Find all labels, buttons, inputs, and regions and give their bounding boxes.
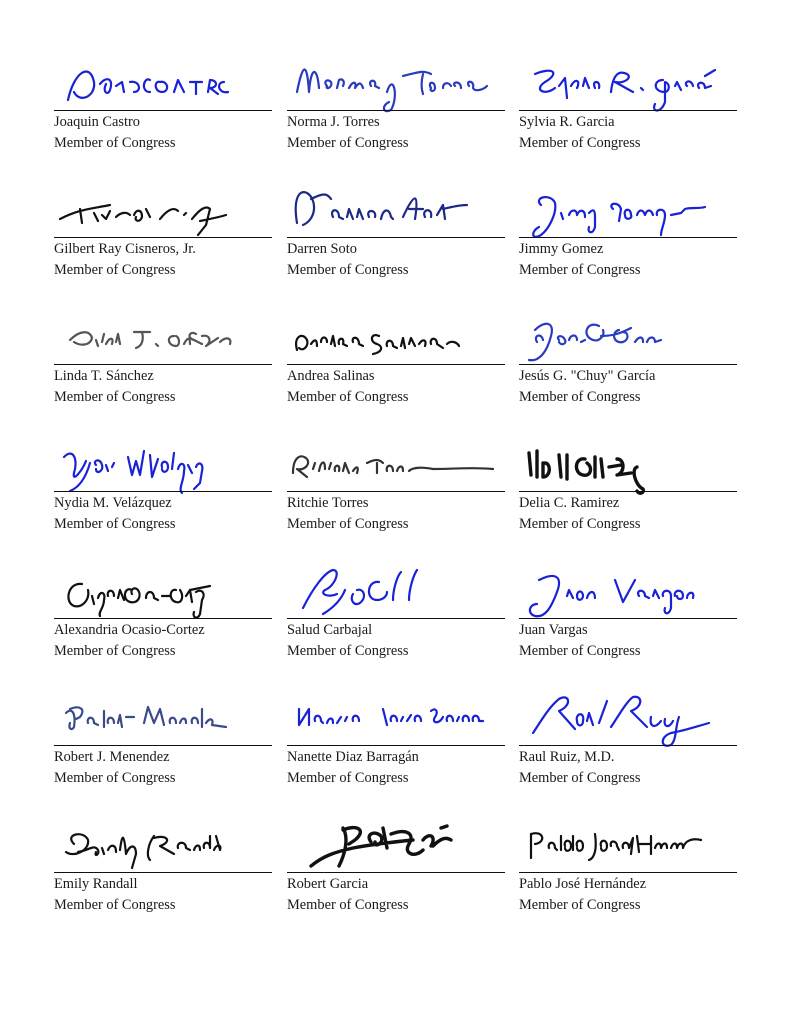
- signatory-title: Member of Congress: [54, 770, 176, 786]
- handwritten-signature: [515, 52, 741, 114]
- signature-line: [54, 237, 272, 238]
- handwritten-signature: [283, 560, 509, 622]
- signature-stroke: [70, 332, 230, 348]
- signature-line: [287, 491, 505, 492]
- signatory-title: Member of Congress: [519, 516, 641, 532]
- signature-block: [54, 433, 272, 560]
- signature-block: [519, 687, 737, 814]
- handwritten-signature: [50, 560, 276, 622]
- signatory-name: Alexandria Ocasio-Cortez: [54, 622, 205, 638]
- signature-block: [54, 560, 272, 687]
- signatory-name: Sylvia R. Garcia: [519, 114, 615, 130]
- signatory-title: Member of Congress: [287, 516, 409, 532]
- signature-stroke: [68, 584, 210, 618]
- signatory-name: Nanette Diaz Barragán: [287, 749, 419, 765]
- signature-stroke: [529, 451, 643, 493]
- signature-stroke: [68, 72, 228, 100]
- handwritten-signature: [515, 687, 741, 749]
- signatory-name: Delia C. Ramirez: [519, 495, 620, 511]
- signatory-name: Darren Soto: [287, 241, 357, 257]
- signatory-name: Robert J. Menendez: [54, 749, 170, 765]
- signature-stroke: [64, 451, 202, 493]
- signatory-title: Member of Congress: [54, 135, 176, 151]
- handwritten-signature: [50, 179, 276, 241]
- handwritten-signature: [50, 306, 276, 368]
- signature-line: [519, 618, 737, 619]
- signatory-name: Emily Randall: [54, 876, 138, 892]
- signatory-name: Norma J. Torres: [287, 114, 380, 130]
- signature-block: [54, 52, 272, 179]
- signature-block: [287, 179, 505, 306]
- signature-block: [54, 306, 272, 433]
- handwritten-signature: [283, 179, 509, 241]
- signatory-name: Pablo José Hernández: [519, 876, 647, 892]
- signature-block: [287, 560, 505, 687]
- signature-line: [54, 745, 272, 746]
- signatory-title: Member of Congress: [54, 516, 176, 532]
- signatory-title: Member of Congress: [287, 643, 409, 659]
- signatory-title: Member of Congress: [519, 389, 641, 405]
- signature-block: [54, 179, 272, 306]
- handwritten-signature: [283, 52, 509, 114]
- signature-stroke: [533, 697, 709, 746]
- signatory-title: Member of Congress: [287, 262, 409, 278]
- signature-stroke: [303, 570, 417, 614]
- signature-line: [519, 364, 737, 365]
- signatory-title: Member of Congress: [287, 135, 409, 151]
- signatory-title: Member of Congress: [54, 897, 176, 913]
- signature-line: [54, 618, 272, 619]
- handwritten-signature: [515, 306, 741, 368]
- signature-line: [287, 237, 505, 238]
- handwritten-signature: [515, 814, 741, 876]
- signature-stroke: [531, 833, 701, 860]
- signature-stroke: [66, 707, 226, 729]
- signatory-title: Member of Congress: [54, 643, 176, 659]
- signature-line: [287, 364, 505, 365]
- signature-block: [519, 306, 737, 433]
- signatory-name: Gilbert Ray Cisneros, Jr.: [54, 241, 196, 257]
- signature-line: [287, 110, 505, 111]
- signature-line: [287, 618, 505, 619]
- signature-line: [519, 872, 737, 873]
- handwritten-signature: [50, 433, 276, 495]
- signatory-title: Member of Congress: [54, 389, 176, 405]
- signatory-name: Andrea Salinas: [287, 368, 375, 384]
- signatory-name: Raul Ruiz, M.D.: [519, 749, 615, 765]
- signature-block: [287, 433, 505, 560]
- handwritten-signature: [50, 814, 276, 876]
- signature-block: [519, 560, 737, 687]
- handwritten-signature: [515, 560, 741, 622]
- signatory-title: Member of Congress: [287, 389, 409, 405]
- signature-stroke: [297, 70, 487, 112]
- signature-line: [519, 110, 737, 111]
- signatory-name: Nydia M. Velázquez: [54, 495, 172, 511]
- signatory-title: Member of Congress: [519, 770, 641, 786]
- signature-block: [519, 52, 737, 179]
- handwritten-signature: [515, 179, 741, 241]
- signatory-name: Salud Carbajal: [287, 622, 373, 638]
- signature-line: [519, 745, 737, 746]
- handwritten-signature: [515, 433, 741, 495]
- signature-block: [54, 687, 272, 814]
- signatory-title: Member of Congress: [54, 262, 176, 278]
- signature-line: [519, 237, 737, 238]
- signature-stroke: [311, 826, 451, 866]
- signature-stroke: [535, 70, 715, 111]
- signature-block: [287, 687, 505, 814]
- handwritten-signature: [283, 814, 509, 876]
- signature-stroke: [533, 197, 705, 237]
- signatory-title: Member of Congress: [287, 897, 409, 913]
- signatory-name: Ritchie Torres: [287, 495, 369, 511]
- signatory-title: Member of Congress: [519, 135, 641, 151]
- signature-stroke: [296, 192, 467, 225]
- signature-line: [54, 364, 272, 365]
- signature-stroke: [296, 335, 459, 354]
- signature-block: [54, 814, 272, 941]
- signatory-name: Jimmy Gomez: [519, 241, 604, 257]
- signatory-title: Member of Congress: [287, 770, 409, 786]
- signature-block: [519, 433, 737, 560]
- signatory-name: Joaquin Castro: [54, 114, 140, 130]
- signature-stroke: [66, 834, 220, 868]
- signatory-name: Robert Garcia: [287, 876, 369, 892]
- handwritten-signature: [50, 52, 276, 114]
- signature-line: [287, 745, 505, 746]
- handwritten-signature: [283, 433, 509, 495]
- signature-line: [287, 872, 505, 873]
- signature-stroke: [529, 324, 661, 361]
- signature-block: [287, 306, 505, 433]
- signature-block: [287, 52, 505, 179]
- signature-block: [287, 814, 505, 941]
- signature-stroke: [299, 709, 483, 725]
- handwritten-signature: [50, 687, 276, 749]
- signature-line: [519, 491, 737, 492]
- signatory-title: Member of Congress: [519, 897, 641, 913]
- signatory-name: Linda T. Sánchez: [54, 368, 154, 384]
- signatory-title: Member of Congress: [519, 262, 641, 278]
- signature-block: [519, 814, 737, 941]
- signatory-name: Juan Vargas: [519, 622, 588, 638]
- signature-stroke: [60, 205, 226, 235]
- handwritten-signature: [283, 687, 509, 749]
- handwritten-signature: [283, 306, 509, 368]
- signature-stroke: [293, 456, 493, 477]
- signature-line: [54, 110, 272, 111]
- signatory-title: Member of Congress: [519, 643, 641, 659]
- signature-line: [54, 491, 272, 492]
- signature-line: [54, 872, 272, 873]
- signatory-name: Jesús G. "Chuy" García: [519, 368, 656, 384]
- signature-stroke: [530, 576, 693, 616]
- signature-block: [519, 179, 737, 306]
